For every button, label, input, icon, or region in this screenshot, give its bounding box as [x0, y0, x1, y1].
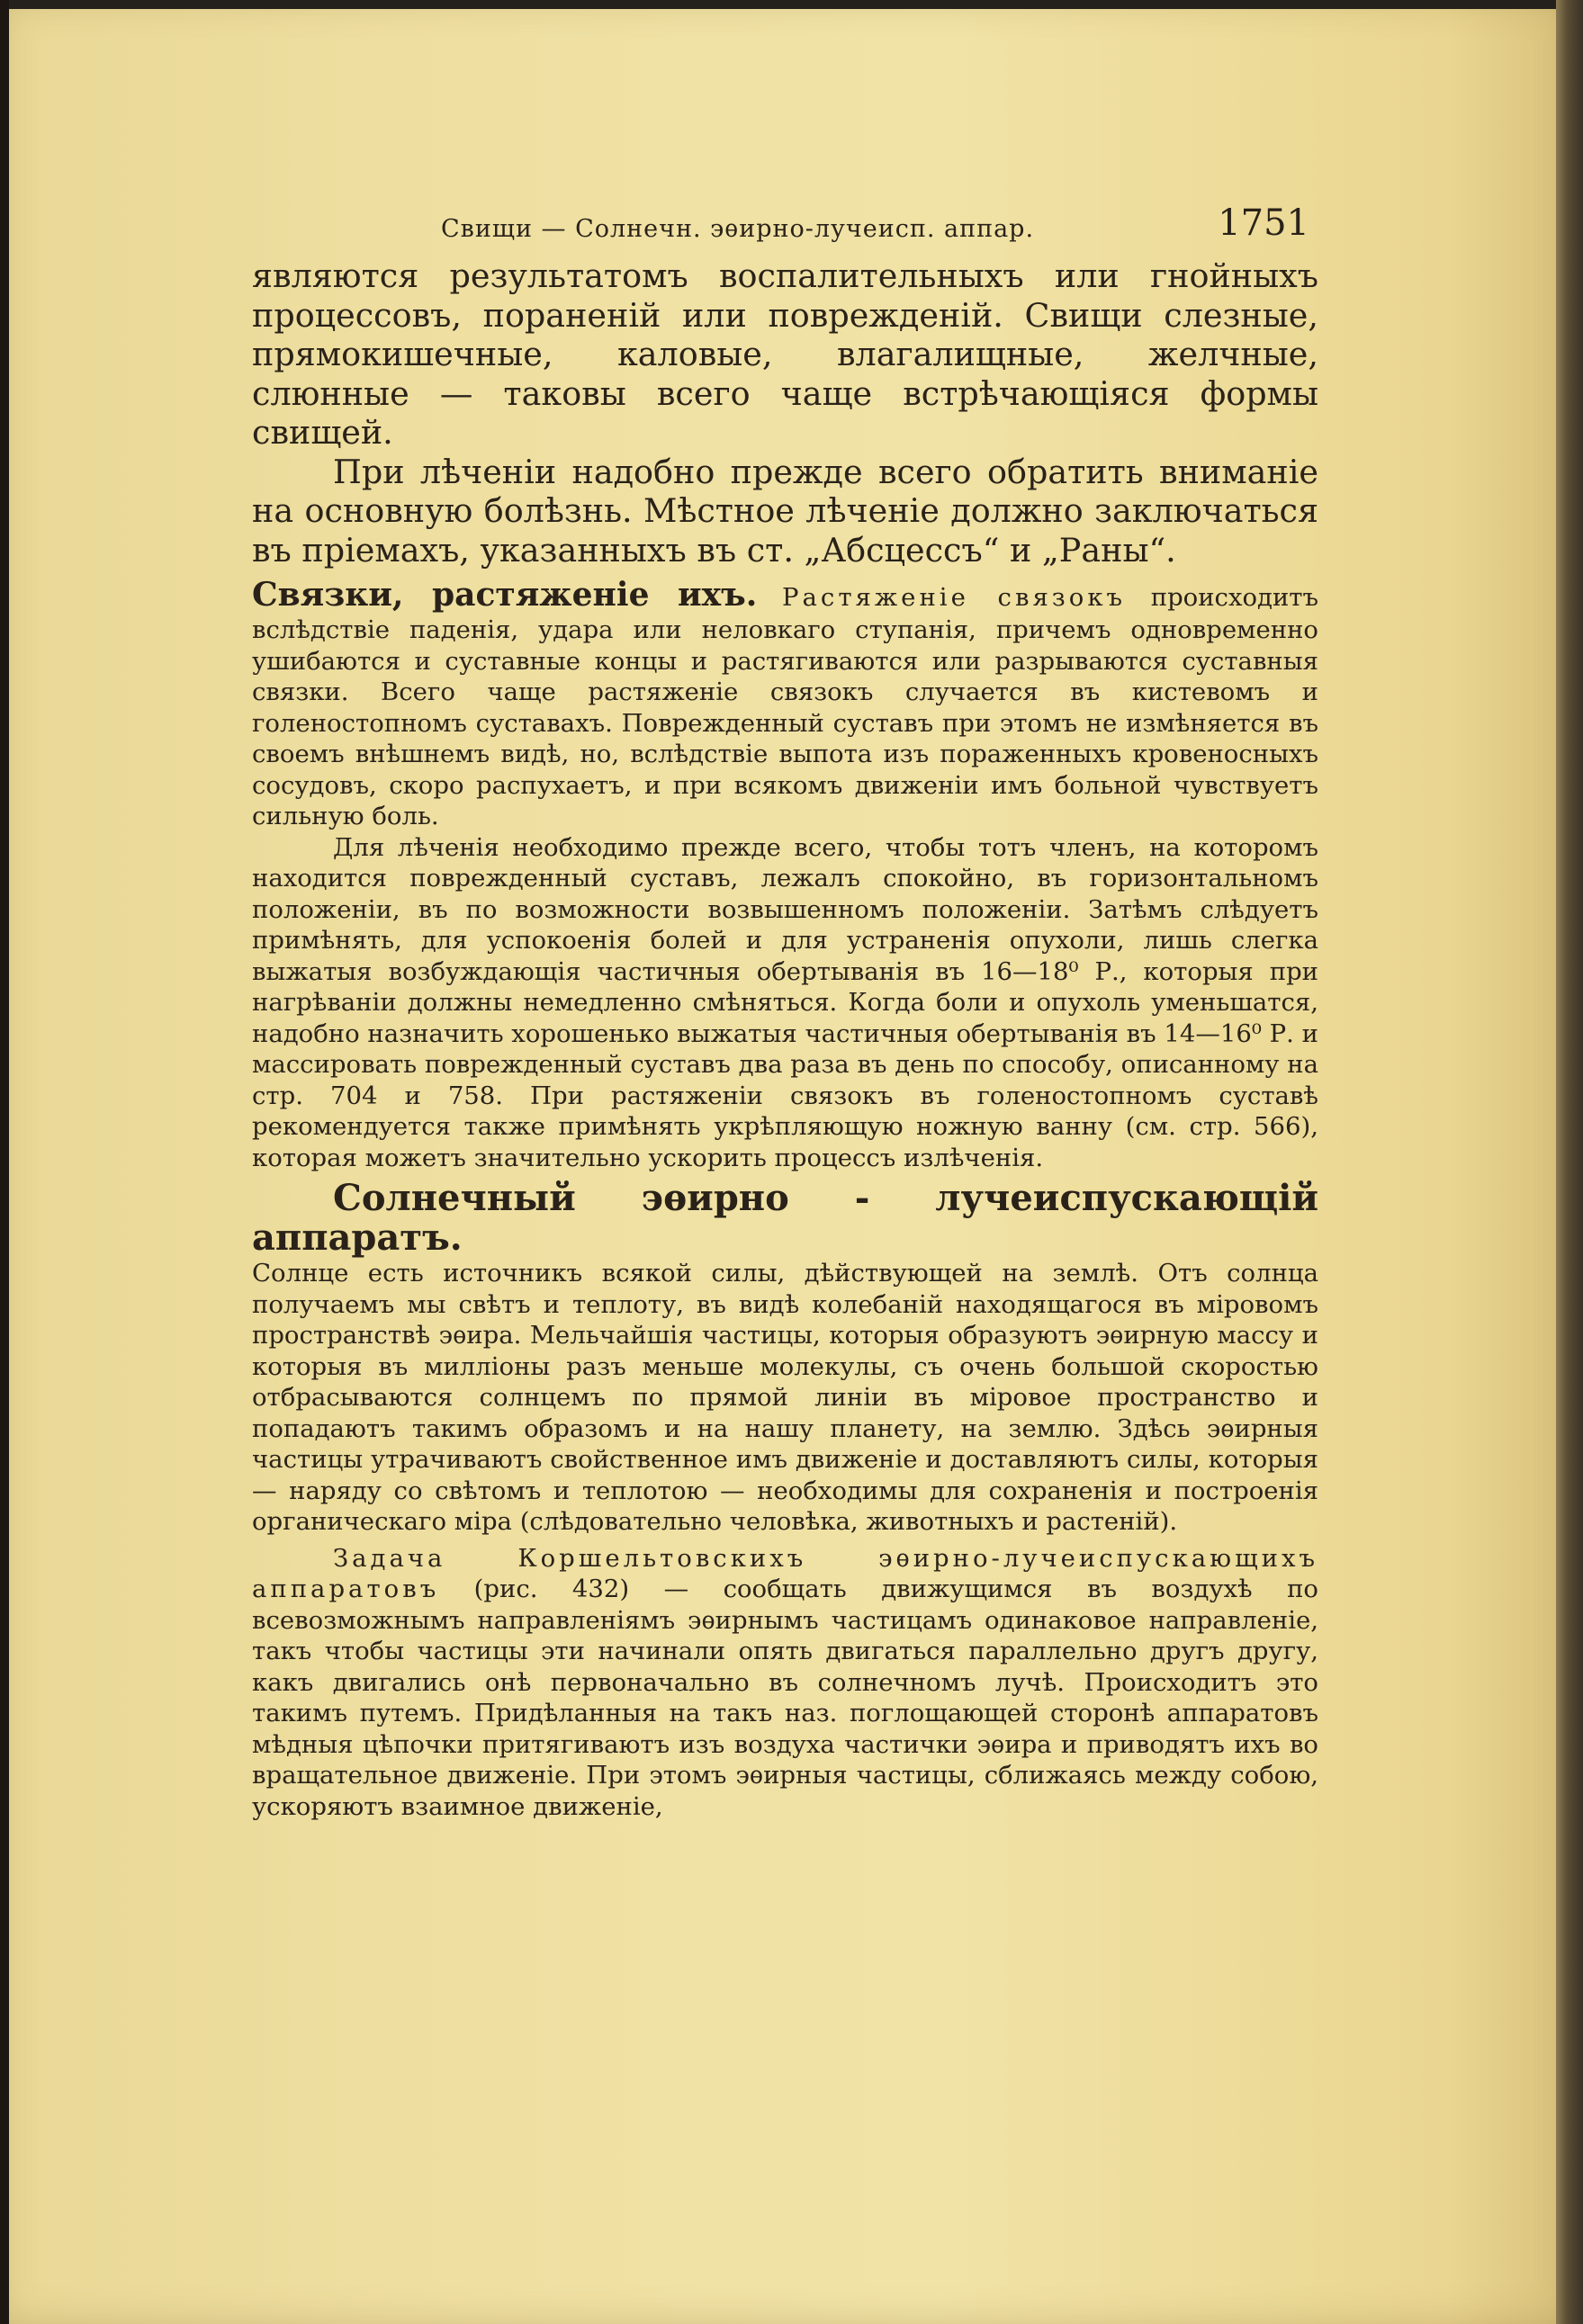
- paragraph-continued: являются результатомъ воспалительныхъ или гнойныхъ процессовъ, пораненій или поврежденій. Свищи слезные, прямокишечные, каловые, влагалищные, желчные, слюнные — таковы всего чаще встрѣчающіяся формы свищей.: [252, 256, 1318, 452]
- section-ligaments-title: Связки, растяженіе ихъ.: [252, 576, 758, 614]
- section-ligaments-treatment: Для лѣченія необходимо прежде всего, чтобы тотъ членъ, на которомъ находится поврежденный суставъ, лежалъ спокойно, въ горизонтальномъ положеніи, въ по возможности возвышенномъ положеніи. Затѣмъ слѣдуетъ примѣнять, для успокоенія болей и для устраненія опухоли, лишь слегка выжатыя возбуждающія частичныя обертыванія въ 16—18⁰ Р., которыя при нагрѣваніи должны немедленно смѣняться. Когда боли и опухоль уменьшатся, надобно назначить хорошенько выжатыя частичныя обертыванія въ 14—16⁰ Р. и массировать поврежденный суставъ два раза въ день по способу, описанному на стр. 704 и 758. При растяженіи связокъ въ голеностопномъ суставѣ рекомендуется также примѣнять укрѣпляющую ножную ванну (см. стр. 566), которая можетъ значительно ускорить процессъ излѣченія.: [252, 832, 1318, 1172]
- section-ligaments-lead: Растяженіе связокъ: [782, 583, 1127, 612]
- paragraph-treatment: При лѣченіи надобно прежде всего обратить вниманіе на основную болѣзнь. Мѣстное лѣченіе должно заключаться въ пріемахъ, указанныхъ въ ст. „Абсцессъ“ и „Раны“.: [252, 452, 1318, 570]
- page-number: 1751: [1218, 202, 1309, 244]
- section-ligaments-paragraph: [252, 575, 1318, 832]
- section-apparatus-title: Солнечный эѳирно - лучеиспускающій аппаратъ.: [252, 1177, 1318, 1259]
- section-apparatus-task: [252, 1543, 1318, 1823]
- scan-edge-left: [0, 0, 9, 2324]
- page-content: [252, 202, 1318, 1822]
- section-apparatus-lead: Задача Коршельтовскихъ эѳирно-лучеиспускающихъ аппаратовъ: [252, 1543, 1318, 1603]
- section-apparatus-text: (рис. 432) — сообщать движущимся въ воздухѣ по всевозможнымъ направленіямъ эѳирнымъ частицамъ одинаковое направленіе, такъ чтобы частицы эти начинали опять двигаться параллельно другъ другу, какъ двигались онѣ первоначально въ солнечномъ лучѣ. Происходитъ это такимъ путемъ. Придѣланныя на такъ наз. поглощающей сторонѣ аппаратовъ мѣдныя цѣпочки притягиваютъ изъ воздуха частички эѳира и приводятъ ихъ во вращательное движеніе. При этомъ эѳирныя частицы, сближаясь между собою, ускоряютъ взаимное движеніе,: [252, 1575, 1318, 1821]
- scan-edge-top: [0, 0, 1583, 9]
- section-apparatus-paragraph: Солнце есть источникъ всякой силы, дѣйствующей на землѣ. Отъ солнца получаемъ мы свѣтъ и теплоту, въ видѣ колебаній находящагося въ міровомъ пространствѣ эѳира. Мельчайшія частицы, которыя образуютъ эѳирную массу и которыя въ милліоны разъ меньше молекулы, съ очень большой скоростью отбрасываются солнцемъ по прямой линіи въ міровое пространство и попадаютъ такимъ образомъ и на нашу планету, на землю. Здѣсь эѳирныя частицы утрачиваютъ свойственное имъ движеніе и доставляютъ силы, которыя — наряду со свѣтомъ и теплотою — необходимы для сохраненія и построенія органическаго міра (слѣдовательно человѣка, животныхъ и растеній).: [252, 1259, 1318, 1536]
- running-title: Свищи — Солнечн. эѳирно-лучеисп. аппар.: [441, 215, 1035, 243]
- book-fore-edge: [1556, 0, 1583, 2324]
- running-header: [252, 202, 1318, 256]
- section-ligaments-text: происходитъ вслѣдствіе паденія, удара или неловкаго ступанія, причемъ одновременно ушибаются и суставные концы и растягиваются или разрываются суставныя связки. Всего чаще растяженіе связокъ случается въ кистевомъ и голеностопномъ суставахъ. Поврежденный суставъ при этомъ не измѣняется въ своемъ внѣшнемъ видѣ, но, вслѣдствіе выпота изъ пораженныхъ кровеносныхъ сосудовъ, скоро распухаетъ, и при всякомъ движеніи имъ больной чувствуетъ сильную боль.: [252, 583, 1318, 830]
